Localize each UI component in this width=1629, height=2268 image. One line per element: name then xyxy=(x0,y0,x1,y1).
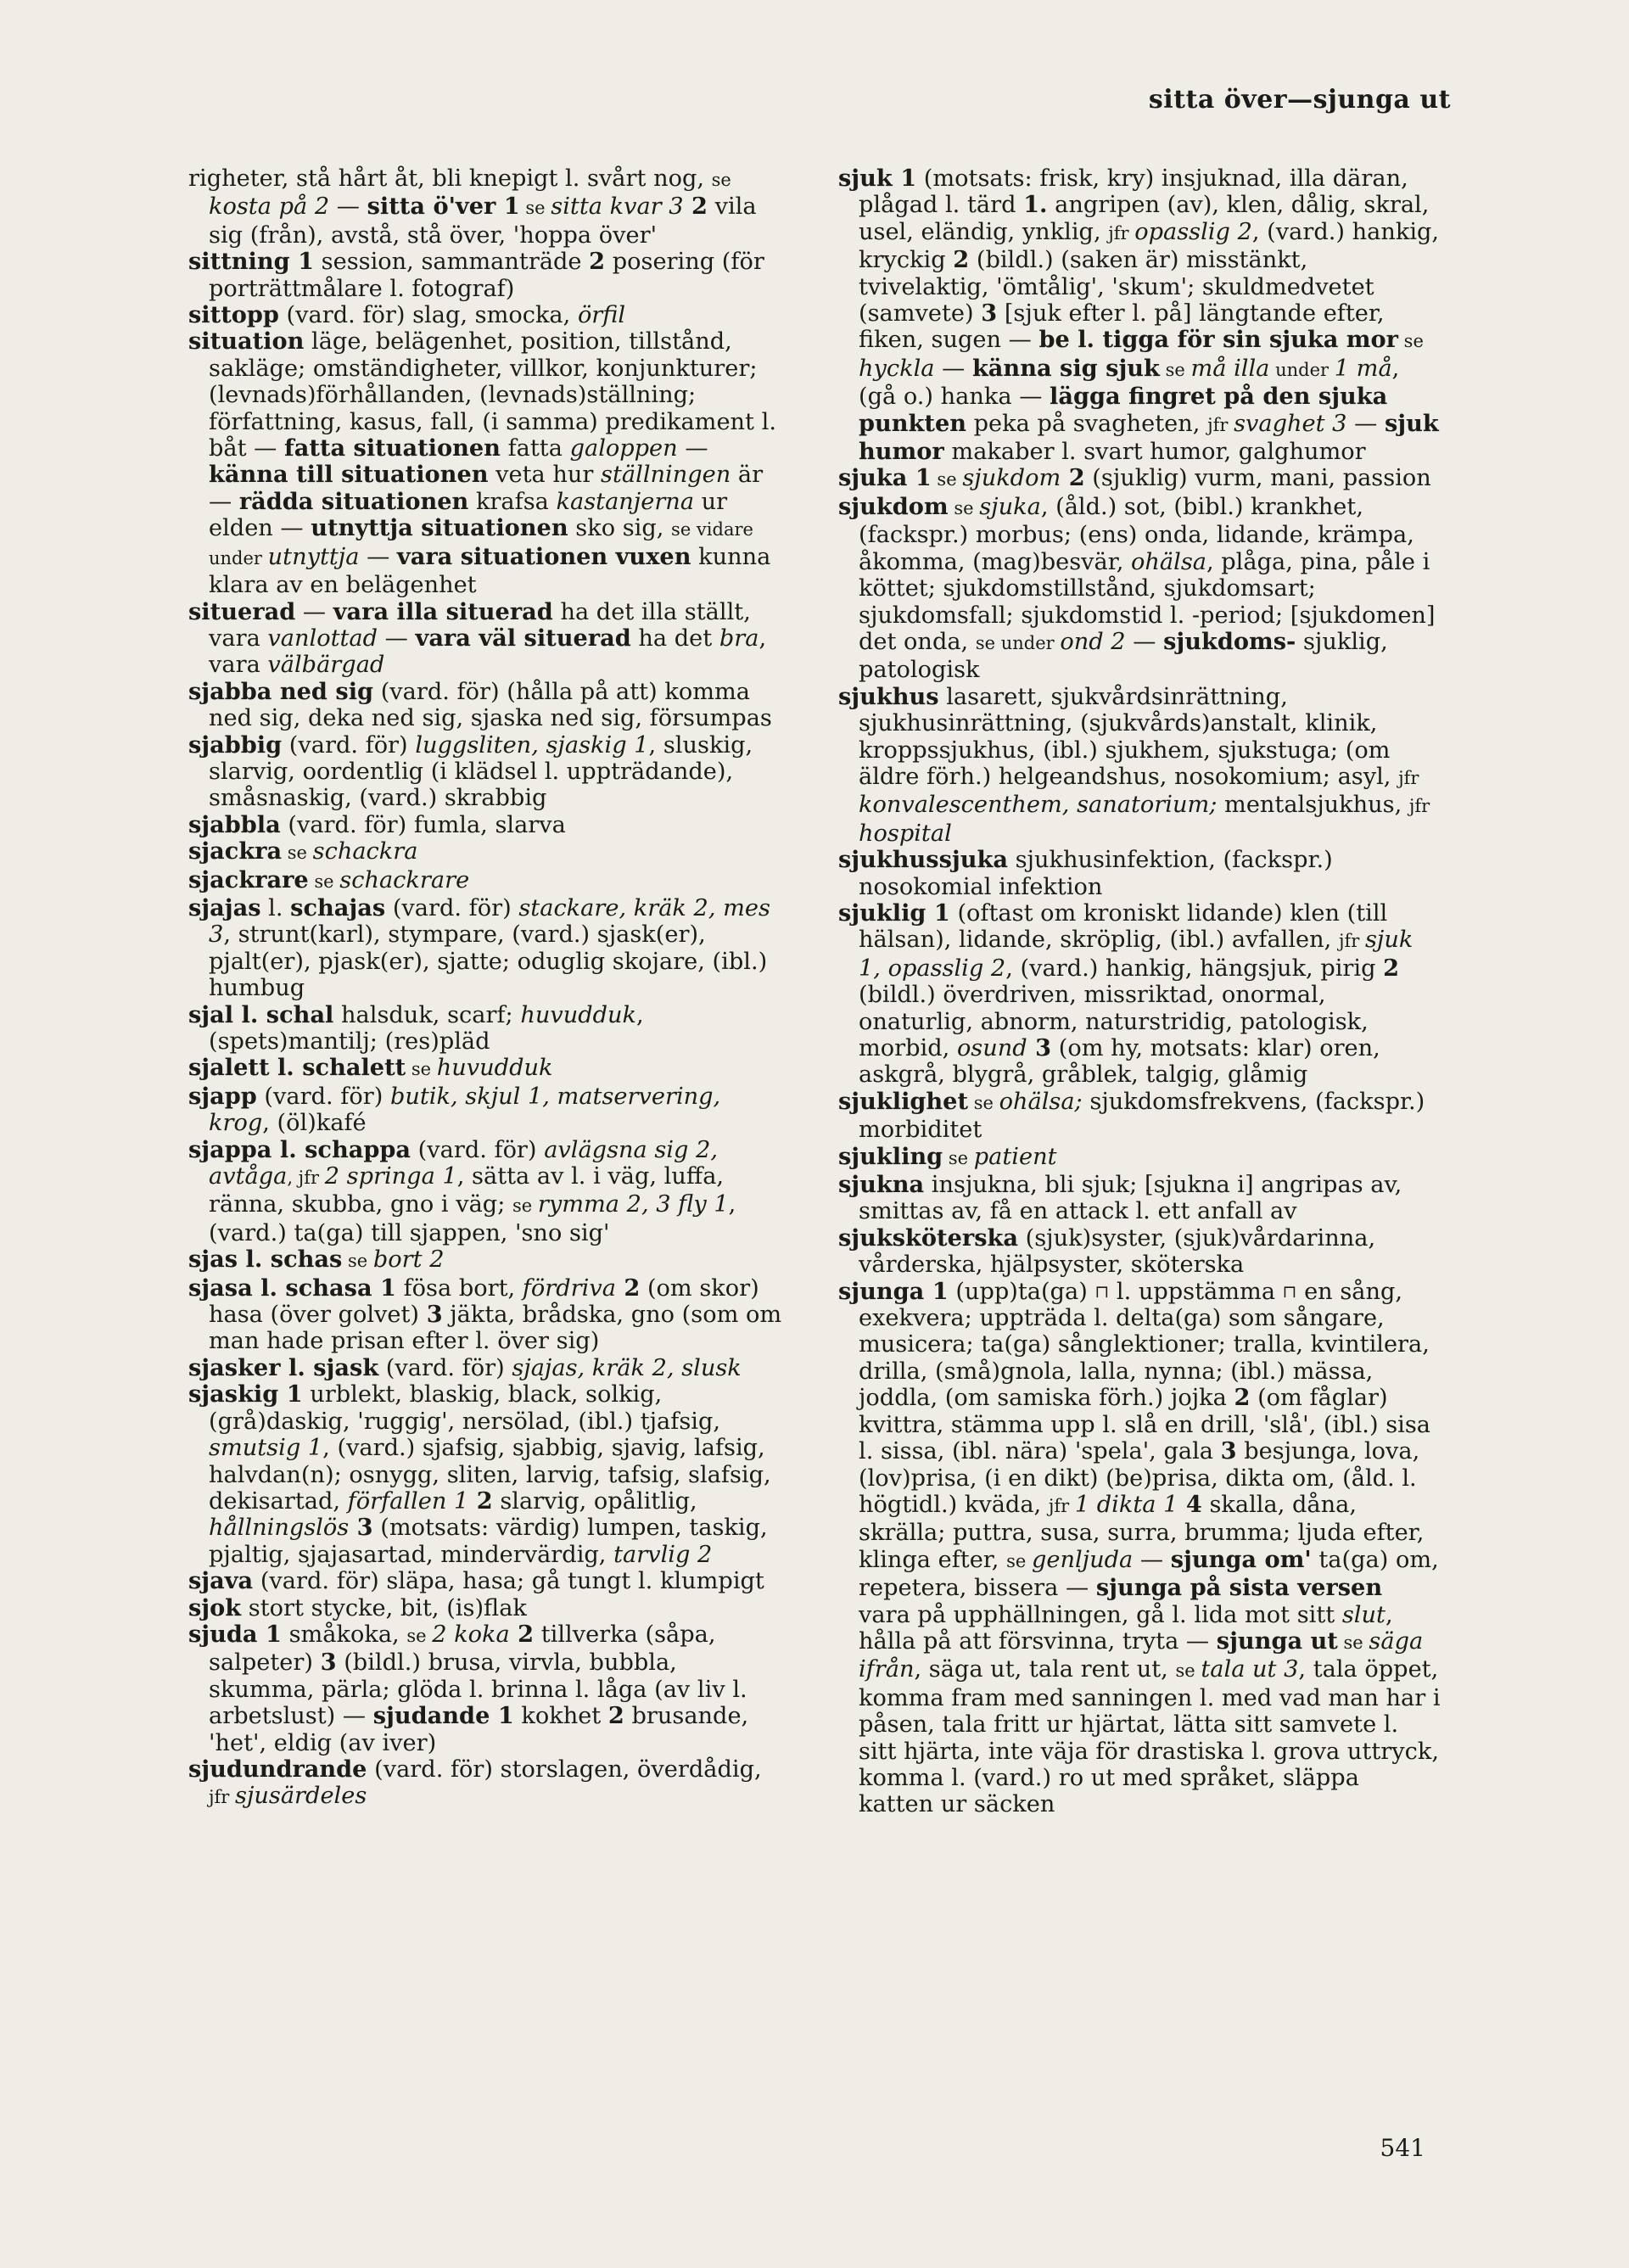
cross-reference: 1 dikta 1 xyxy=(1074,1491,1178,1518)
headword: sjunga på sista versen xyxy=(1095,1574,1383,1602)
reference-marker: se xyxy=(1159,359,1191,380)
headword: sjudundrande xyxy=(188,1755,367,1783)
headword: sjackrare xyxy=(188,865,309,893)
definition-text: sjukdomsfrekvens, (fackspr.) morbiditet xyxy=(859,1088,1425,1144)
dictionary-entry xyxy=(188,812,782,838)
cross-reference: 2 koka xyxy=(432,1621,510,1648)
dictionary-entry xyxy=(188,1355,782,1381)
definition-text: (om skor) hasa (över golvet) xyxy=(209,1274,759,1329)
headword: sjukna xyxy=(838,1171,925,1199)
definition-text: stort stycke, bit, (is)flak xyxy=(241,1594,527,1621)
headword: sjuk humor xyxy=(859,409,1439,466)
headword: lägga fingret på den sjuka punkten xyxy=(859,383,1388,437)
reference-marker: se xyxy=(1175,1660,1201,1682)
definition-text: skalla, dåna, skrälla; puttra, susa, surra, brumma; ljuda efter, klinga efter, xyxy=(859,1491,1425,1573)
definition-text: ha det xyxy=(630,624,719,652)
reference-marker: se under xyxy=(975,632,1061,653)
cross-reference: sjusärdeles xyxy=(235,1783,367,1810)
headword: sjukdoms- xyxy=(1163,627,1296,655)
cross-reference: huvudduk xyxy=(520,1001,637,1028)
definition-text: urblekt, blaskig, black, solkig, (grå)daskig, 'ruggig', nersölad, (ibl.) tjafsig, xyxy=(209,1381,721,1435)
reference-marker: jfr xyxy=(1108,222,1135,244)
running-title: sitta över—sjunga ut xyxy=(1148,85,1451,115)
headword: 4 xyxy=(1178,1490,1202,1518)
definition-text: — xyxy=(329,193,367,221)
left-column xyxy=(188,165,782,1812)
headword: sjunga ut xyxy=(1216,1627,1338,1655)
headword: 2 xyxy=(1383,954,1400,982)
definition-text: , hålla på att försvinna, tryta — xyxy=(859,1601,1393,1655)
definition-text: — xyxy=(677,435,708,462)
headword: 3 xyxy=(349,1514,373,1542)
definition-text: , sätta av l. i väg, luffa, ränna, skubba, gno i väg; xyxy=(209,1163,725,1218)
definition-text: l. uppstämma xyxy=(1109,1278,1283,1305)
definition-text: krafsa xyxy=(468,488,557,515)
definition-text: (vard. för) xyxy=(282,731,416,759)
dictionary-entry xyxy=(188,1381,782,1568)
headword: sjukling xyxy=(838,1142,943,1170)
definition-text: righeter, stå hårt åt, bli knepigt l. svårt nog, xyxy=(188,165,712,192)
definition-text: — xyxy=(1133,1546,1171,1573)
reference-marker: under xyxy=(1269,359,1335,380)
definition-text: slarvig, opålitlig, xyxy=(492,1487,697,1515)
definition-text: , säga ut, tala rent ut, xyxy=(914,1656,1176,1683)
reference-marker: se xyxy=(931,469,963,490)
dictionary-entry xyxy=(188,165,782,249)
bracket-symbol: ⊓ xyxy=(1094,1280,1110,1302)
cross-reference: fördriva xyxy=(522,1274,616,1302)
definition-text: , (gå o.) hanka — xyxy=(859,355,1400,411)
definition-text: , tala öppet, komma fram med sanningen l. med vad man har i påsen, tala fritt ur hjärtat, lätta sitt samvete l. sitt hjärta, inte väja för drastiska l. grova uttryck, komma l. (vard.) ro ut med språket, släppa katten ur säcken xyxy=(859,1656,1441,1818)
reference-marker: se xyxy=(943,1147,974,1168)
cross-reference: stackare, kräk 2, mes 3 xyxy=(209,894,770,949)
headword: sjunga 1 xyxy=(838,1277,949,1305)
definition-text: , (vard.) ta(ga) till sjappen, 'sno sig' xyxy=(209,1191,736,1246)
definition-text: — xyxy=(1346,410,1385,437)
definition-text: ur elden — xyxy=(209,488,728,542)
headword: 2 xyxy=(615,1274,641,1302)
definition-text: — xyxy=(295,598,333,625)
definition-text: ha det illa ställt, vara xyxy=(209,598,751,652)
reference-marker: se vidare under xyxy=(209,519,753,568)
dictionary-entry xyxy=(188,1595,782,1621)
headword: känna sig sjuk xyxy=(971,354,1160,382)
reference-marker: jfr xyxy=(209,1787,235,1808)
cross-reference: smutsig 1 xyxy=(209,1435,323,1462)
headword: situation xyxy=(188,328,305,356)
definition-text: , (öl)kafé xyxy=(262,1110,367,1137)
headword: sjackra xyxy=(188,837,283,865)
definition-text: (bildl.) (saken är) misstänkt, tvivelaktig, 'ömtålig', 'skum'; skuldmedvetet (samvete) xyxy=(859,247,1374,328)
definition-text: kokhet xyxy=(513,1703,608,1730)
headword: sittopp xyxy=(188,301,279,329)
headword: 3 xyxy=(320,1649,337,1677)
headword: 2 xyxy=(468,1487,493,1515)
definition-text: brusande, 'het', eldig (av iver) xyxy=(209,1703,749,1756)
cross-reference: svaghet 3 xyxy=(1234,410,1347,437)
definition-text: , (vard.) sjafsig, sjabbig, sjavig, lafsig, halvdan(n); osnygg, sliten, larvig, tafsig, slafsig, dekisartad, xyxy=(209,1435,771,1515)
reference-marker: jfr xyxy=(1338,931,1365,952)
dictionary-entry xyxy=(188,732,782,812)
definition-text: (bildl.) överdriven, missriktad, onormal, onaturlig, abnorm, naturstridig, patologisk, morbid, xyxy=(859,982,1369,1061)
definition-text: , vara xyxy=(209,624,767,679)
headword: 2 xyxy=(509,1620,535,1648)
cross-reference: 1 må xyxy=(1334,355,1392,382)
headword: 2 xyxy=(953,246,970,274)
definition-text: sjukhusinfektion, (fackspr.) nosokomial infektion xyxy=(859,847,1333,900)
page-number: 541 xyxy=(1380,2134,1425,2162)
cross-reference: patient xyxy=(973,1143,1057,1170)
bracket-symbol: ⊓ xyxy=(1282,1280,1297,1302)
headword: vara väl situerad xyxy=(415,624,631,652)
headword: sjava xyxy=(188,1567,254,1595)
headword: 3 xyxy=(981,300,998,328)
dictionary-entry xyxy=(838,1172,1441,1225)
definition-text: kunna klara av en belägenhet xyxy=(209,543,771,599)
definition-text: , (åld.) sot, (bibl.) krankhet, (fackspr.) morbus; (ens) onda, lidande, krämpa, åkomma, (mag)besvär, xyxy=(859,493,1414,575)
definition-text: halsduk, scarf; xyxy=(333,1001,521,1028)
dictionary-entry xyxy=(838,165,1441,465)
headword: situerad xyxy=(188,597,296,625)
running-header xyxy=(1149,85,1451,115)
cross-reference: välbärgad xyxy=(267,652,385,679)
reference-marker: se xyxy=(1006,1550,1032,1571)
definition-text: peka på svagheten, xyxy=(966,410,1208,437)
definition-text: (vard. för) släpa, hasa; gå tungt l. klumpigt xyxy=(253,1568,764,1595)
dictionary-entry xyxy=(838,465,1441,493)
reference-marker: se xyxy=(968,1092,999,1113)
headword: 1. xyxy=(1023,191,1048,219)
definition-text: (vard. för) fumla, slarva xyxy=(280,811,566,838)
definition-text: angripen (av), klen, dålig, skral, usel, eländig, ynklig, xyxy=(859,192,1430,245)
definition-text: sjuklig, patologisk xyxy=(859,628,1388,684)
definition-text: mentalsjukhus, xyxy=(1217,792,1409,819)
definition-text: l. xyxy=(260,894,291,921)
headword: sjasa l. schasa 1 xyxy=(188,1274,396,1302)
headword: 2 xyxy=(589,248,606,276)
reference-marker: se xyxy=(308,871,340,892)
headword: sjappa l. schappa xyxy=(188,1135,411,1163)
definition-text: — xyxy=(378,624,416,652)
cross-reference: sitta kvar 3 xyxy=(551,193,684,221)
dictionary-entry xyxy=(188,328,782,598)
definition-text: — xyxy=(359,543,397,570)
reference-marker: jfr xyxy=(1398,767,1419,788)
cross-reference: schackrare xyxy=(339,866,470,893)
definition-text: ta(ga) om, repetera, bissera — xyxy=(859,1546,1439,1602)
headword: sjukhussjuka xyxy=(838,846,1008,874)
cross-reference: bra xyxy=(719,624,759,652)
definition-text: (oftast om kroniskt lidande) klen (till hälsan), lidande, skröplig, (ibl.) avfallen, xyxy=(859,899,1388,954)
cross-reference: sjukdom xyxy=(962,465,1061,492)
right-column xyxy=(838,165,1441,1818)
definition-text: (motsats: värdig) lumpen, taskig, pjaltig, sjajasartad, mindervärdig, xyxy=(209,1515,768,1568)
cross-reference: osund xyxy=(956,1035,1027,1061)
reference-marker: jfr xyxy=(1207,414,1234,435)
cross-reference: tarvlig 2 xyxy=(613,1541,713,1568)
cross-reference: hospital xyxy=(859,820,952,847)
headword: schajas xyxy=(290,893,386,921)
headword: känna till situationen xyxy=(209,461,489,489)
definition-text: är — xyxy=(209,462,764,515)
cross-reference: schackra xyxy=(312,838,418,865)
reference-marker: se xyxy=(342,1251,373,1272)
definition-text: , sluskig, slarvig, oordentlig (i klädsel l. uppträdande), småsnaskig, (vard.) skrabbig xyxy=(209,731,753,812)
definition-text: — xyxy=(934,355,972,382)
dictionary-entry xyxy=(838,1144,1441,1172)
headword: 2 xyxy=(1061,464,1085,492)
cross-reference: opasslig 2 xyxy=(1134,218,1252,245)
cross-reference: slut xyxy=(1341,1601,1385,1628)
dictionary-entry xyxy=(188,838,782,866)
cross-reference: sjuka xyxy=(979,493,1041,520)
definition-text: vara på upphällningen, gå l. lida mot sitt xyxy=(859,1601,1342,1628)
dictionary-entry xyxy=(188,1756,782,1812)
headword: sjok xyxy=(188,1593,242,1621)
cross-reference: konvalescenthem, sanatorium; xyxy=(859,792,1218,819)
headword: sjudande 1 xyxy=(372,1702,514,1730)
reference-marker: se xyxy=(282,843,313,864)
cross-reference: sjajas, kräk 2, slusk xyxy=(512,1354,742,1381)
cross-reference: genljuda xyxy=(1031,1546,1134,1573)
cross-reference: sjuk 1, opasslig 2 xyxy=(859,927,1413,982)
dictionary-entry xyxy=(188,1568,782,1594)
headword: sjuda 1 xyxy=(188,1620,282,1648)
definition-text: (vard. för) xyxy=(378,1354,512,1381)
definition-text: [sjuk efter l. på] längtande efter, fiken, sugen — xyxy=(859,300,1385,354)
cross-reference: hyckla xyxy=(859,355,935,382)
definition-text: läge, belägenhet, position, tillstånd, sakläge; omständigheter, villkor, konjunkturer; (levnads)förhållanden, (levnads)ställning; författning, kasus, fall, (i samma) predikament l. båt — xyxy=(209,328,776,462)
cross-reference: hållningslös xyxy=(209,1515,350,1542)
reference-marker: , jfr xyxy=(287,1168,325,1189)
reference-marker: se xyxy=(1398,331,1424,352)
cross-reference: ohälsa xyxy=(1131,548,1206,575)
dictionary-entry xyxy=(188,302,782,328)
cross-reference: kosta på 2 xyxy=(209,193,330,221)
definition-text: , (vard.) hankig, hängsjuk, pirig xyxy=(1005,955,1384,982)
cross-reference: må illa xyxy=(1190,355,1270,382)
cross-reference: förfallen 1 xyxy=(347,1487,469,1515)
dictionary-entry xyxy=(188,1055,782,1083)
definition-text: , (spets)mantilj; (res)pläd xyxy=(209,1001,644,1055)
cross-reference: butik, skjul 1, matservering, krog xyxy=(209,1083,721,1137)
reference-marker: se xyxy=(519,198,551,219)
headword: sjabbla xyxy=(188,810,281,838)
headword: sjajas xyxy=(188,893,261,921)
definition-text: lasarett, sjukvårdsinrättning, sjukhusinrättning, (sjukvårds)anstalt, klinik, kroppssjukhus, (ibl.) sjukhem, sjukstuga; (om äldre förh.) helgeandshus, nosokomium; asyl, xyxy=(859,683,1399,790)
dictionary-entry xyxy=(838,900,1441,1089)
headword: sjukhus xyxy=(838,682,939,710)
definition-text: en sång, exekvera; uppträda l. delta(ga) som sångare, musicera; ta(ga) sånglektioner; tralla, kvintilera, drilla, (små)gnola, lalla, nynna; (ibl.) mässa, joddla, (om samiska förh.) jojka xyxy=(859,1278,1430,1412)
cross-reference: örfil xyxy=(577,302,626,329)
cross-reference: ställningen xyxy=(601,462,731,489)
dictionary-entry xyxy=(188,1002,782,1056)
headword: sittning 1 xyxy=(188,248,315,276)
definition-text: tillverka (såpa, salpeter) xyxy=(209,1621,716,1677)
definition-text: vila sig (från), avstå, stå över, 'hoppa över' xyxy=(209,193,757,249)
definition-text: (vard. för) xyxy=(256,1083,390,1110)
headword: sjuklig 1 xyxy=(838,899,950,927)
headword: 3 xyxy=(1220,1437,1237,1465)
dictionary-entry xyxy=(838,494,1441,684)
definition-text: fatta xyxy=(500,435,570,462)
reference-marker: se xyxy=(711,170,731,190)
definition-text: (sjuk)syster, (sjuk)vårdarinna, vårderska, hjälpsyster, sköterska xyxy=(859,1224,1376,1279)
reference-marker: se xyxy=(948,497,980,518)
headword: vara situationen vuxen xyxy=(396,542,691,570)
cross-reference: kastanjerna xyxy=(556,488,695,515)
headword: sjuksköterska xyxy=(838,1224,1018,1252)
definition-text: , strunt(karl), stympare, (vard.) sjask(er), pjalt(er), pjask(er), sjatte; oduglig skojare, (ibl.) humbug xyxy=(209,921,768,1002)
definition-text: (vard. för) storslagen, överdådig, xyxy=(367,1756,762,1783)
definition-text: (vard. för) xyxy=(385,894,519,921)
headword: 3 xyxy=(1027,1034,1052,1061)
definition-text: (vard. för) (hålla på att) komma ned sig, deka ned sig, sjaska ned sig, försumpas xyxy=(209,678,772,732)
headword: sjuka 1 xyxy=(838,464,932,492)
headword: 2 xyxy=(1234,1384,1251,1412)
definition-text: , plåga, pina, påle i köttet; sjukdomstillstånd, sjukdomsart; sjukdomsfall; sjukdomstid l. -period; [sjukdomen] det onda, xyxy=(859,548,1436,655)
definition-text: (upp)ta(ga) xyxy=(948,1278,1095,1305)
cross-reference: rymma 2, 3 fly 1 xyxy=(537,1191,729,1218)
dictionary-entry xyxy=(838,684,1441,847)
definition-text: (om fåglar) kvittra, stämma upp l. slå en drill, 'slå', (ibl.) sisa l. sissa, (ibl. nära) 'spela', gala xyxy=(859,1385,1431,1465)
definition-text: insjukna, bli sjuk; [sjukna i] angripas av, smittas av, få en attack l. ett anfall av xyxy=(859,1172,1402,1225)
cross-reference: bort 2 xyxy=(372,1246,445,1274)
cross-reference: 2 springa 1 xyxy=(324,1163,457,1190)
dictionary-entry xyxy=(188,1621,782,1756)
reference-marker: se xyxy=(1337,1632,1369,1653)
headword: vara illa situerad xyxy=(333,597,553,625)
definition-text: posering (för porträttmålare l. fotograf) xyxy=(209,249,764,302)
headword: sjabbig xyxy=(188,731,283,759)
definition-text: — xyxy=(1125,628,1164,655)
cross-reference: luggsliten, sjaskig 1 xyxy=(415,731,649,759)
reference-marker: se xyxy=(406,1625,433,1646)
headword: sjalett l. schalett xyxy=(188,1054,406,1082)
definition-text: (om hy, motsats: klar) oren, askgrå, blygrå, gråblek, talgig, glåmig xyxy=(859,1035,1380,1089)
reference-marker: se xyxy=(406,1059,437,1080)
definition-text: (vard. för) slag, smocka, xyxy=(278,302,578,329)
cross-reference: huvudduk xyxy=(436,1055,553,1082)
headword: sjal l. schal xyxy=(188,1000,334,1028)
cross-reference: avlägsna sig 2, avtåga xyxy=(209,1136,719,1190)
headword: sjukdom xyxy=(838,492,949,520)
definition-text: (bildl.) brusa, virvla, bubbla, skumma, pärla; glöda l. brinna l. låga (av liv l. arbetslust) — xyxy=(209,1649,747,1730)
cross-reference: tala ut 3 xyxy=(1201,1656,1299,1683)
headword: utnyttja situationen xyxy=(311,514,568,542)
headword: sitta ö'ver 1 xyxy=(367,193,520,221)
definition-text: (motsats: frisk, kry) insjuknad, illa däran, plågad l. tärd xyxy=(859,165,1408,219)
headword: 2 xyxy=(607,1702,624,1730)
dictionary-entry xyxy=(838,847,1441,900)
dictionary-entry xyxy=(188,249,782,302)
cross-reference: säga ifrån xyxy=(859,1627,1424,1683)
dictionary-entry xyxy=(188,1137,782,1247)
definition-text: makaber l. svart humor, galghumor xyxy=(943,439,1366,466)
cross-reference: vanlottad xyxy=(267,624,378,652)
headword: sjaskig 1 xyxy=(188,1380,303,1408)
dictionary-entry xyxy=(838,1279,1441,1818)
cross-reference: ond 2 xyxy=(1060,628,1126,655)
headword: sjas l. schas xyxy=(188,1246,343,1274)
definition-text: jäkta, brådska, gno (som om man hade prisan efter l. över sig) xyxy=(209,1302,782,1355)
definition-text: (vard. för) xyxy=(411,1136,545,1163)
dictionary-entry xyxy=(188,895,782,1002)
definition-text: småkoka, xyxy=(281,1621,407,1648)
headword: 2 xyxy=(683,193,708,221)
headword: be l. tigga för sin sjuka mor xyxy=(1038,326,1398,354)
cross-reference: utnyttja xyxy=(267,543,360,570)
dictionary-entry xyxy=(188,599,782,679)
headword: sjasker l. sjask xyxy=(188,1353,379,1381)
reference-marker: jfr xyxy=(1408,796,1430,817)
definition-text: sko sig, xyxy=(568,515,672,542)
definition-text: (sjuklig) vurm, mani, passion xyxy=(1084,465,1431,492)
cross-reference: galoppen xyxy=(569,435,678,462)
dictionary-entry xyxy=(838,1089,1441,1144)
dictionary-entry xyxy=(188,679,782,732)
dictionary-entry xyxy=(188,867,782,895)
definition-text: fösa bort, xyxy=(395,1274,523,1302)
definition-text: veta hur xyxy=(488,462,602,489)
dictionary-entry xyxy=(188,1084,782,1137)
headword: sjapp xyxy=(188,1082,257,1110)
reference-marker: se xyxy=(512,1196,538,1217)
dictionary-entry xyxy=(838,1225,1441,1279)
headword: sjuk 1 xyxy=(838,165,917,192)
cross-reference: ohälsa; xyxy=(999,1088,1083,1115)
reference-marker: jfr xyxy=(1048,1495,1075,1516)
headword: 3 xyxy=(426,1301,443,1329)
dictionary-entry xyxy=(188,1246,782,1274)
definition-text: session, sammanträde xyxy=(314,249,590,276)
headword: sjunga om' xyxy=(1170,1545,1312,1573)
headword: sjabba ned sig xyxy=(188,677,374,705)
headword: fatta situationen xyxy=(284,434,501,462)
headword: sjuklighet xyxy=(838,1087,969,1115)
dictionary-entry xyxy=(188,1275,782,1355)
headword: rädda situationen xyxy=(238,487,469,515)
definition-text: , (vard.) hankig, kryckig xyxy=(859,218,1440,274)
definition-text: besjunga, lova, (lov)prisa, (i en dikt) (be)prisa, dikta om, (åld. l. högtidl.) kväda, xyxy=(859,1438,1420,1518)
